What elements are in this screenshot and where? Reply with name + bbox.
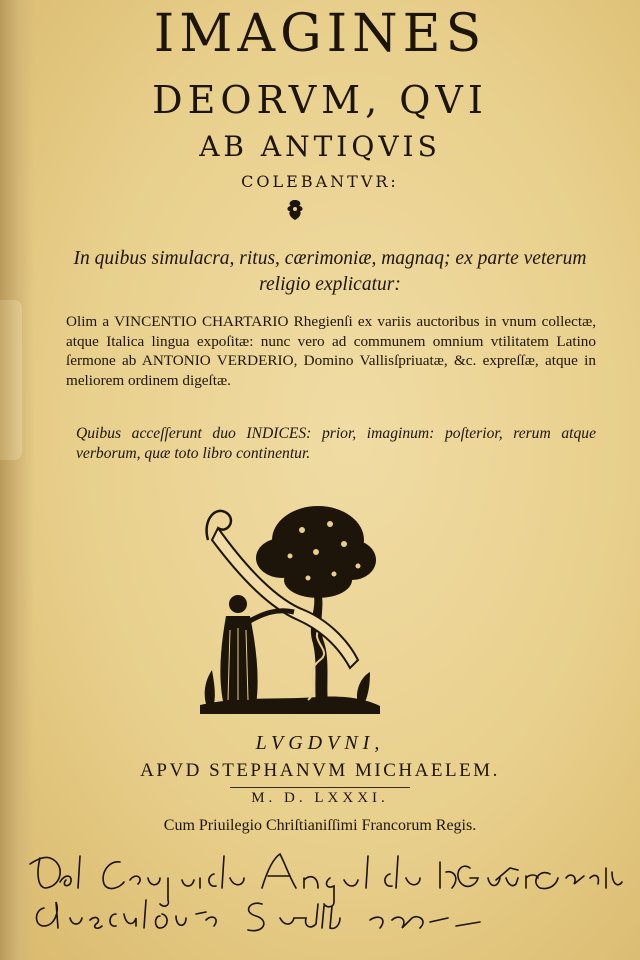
- imprint-date: M. D. LXXXI.: [251, 790, 389, 806]
- date-rule: [230, 787, 410, 788]
- title-line-3: AB ANTIQVIS: [199, 130, 441, 163]
- title-line-4: COLEBANTVR:: [241, 172, 399, 191]
- fleuron-icon: [282, 198, 308, 222]
- woodcut-tree-figure-icon: [198, 500, 382, 720]
- translator-note: Olim a VINCENTIO CHARTARIO Rhegienſi ex variis auctoribus in vnum collectæ, atque Italica lingua expoſitæ: nunc vero ad communem omnium vtilitatem Latino ſermone ab ANTONIO VERDERIO, Domino Vallisſpriuatæ, &c. expreſſæ, atque in meliorem ordinem digeſtæ.: [66, 313, 596, 389]
- title-line-2: DEORVM, QVI: [152, 78, 488, 122]
- handwritten-signature: [0, 848, 640, 938]
- imprint-printer: APVD STEPHANVM MICHAELEM.: [140, 760, 500, 781]
- title-line-1: IMAGINES: [153, 4, 487, 64]
- page-edge-wear: [0, 300, 22, 460]
- subtitle-italic: In quibus simulacra, ritus, cærimoniæ, magnaq; ex parte veterum religio explicatur:: [73, 248, 587, 295]
- indices-note: Quibus acceſſerunt duo INDICES: prior, imaginum: poſterior, rerum atque verborum, quæ toto libro continentur.: [76, 425, 596, 462]
- imprint-city: LVGDVNI,: [255, 732, 385, 754]
- royal-privilege: Cum Priuilegio Chriſtianiſſimi Francorum Regis.: [163, 817, 477, 834]
